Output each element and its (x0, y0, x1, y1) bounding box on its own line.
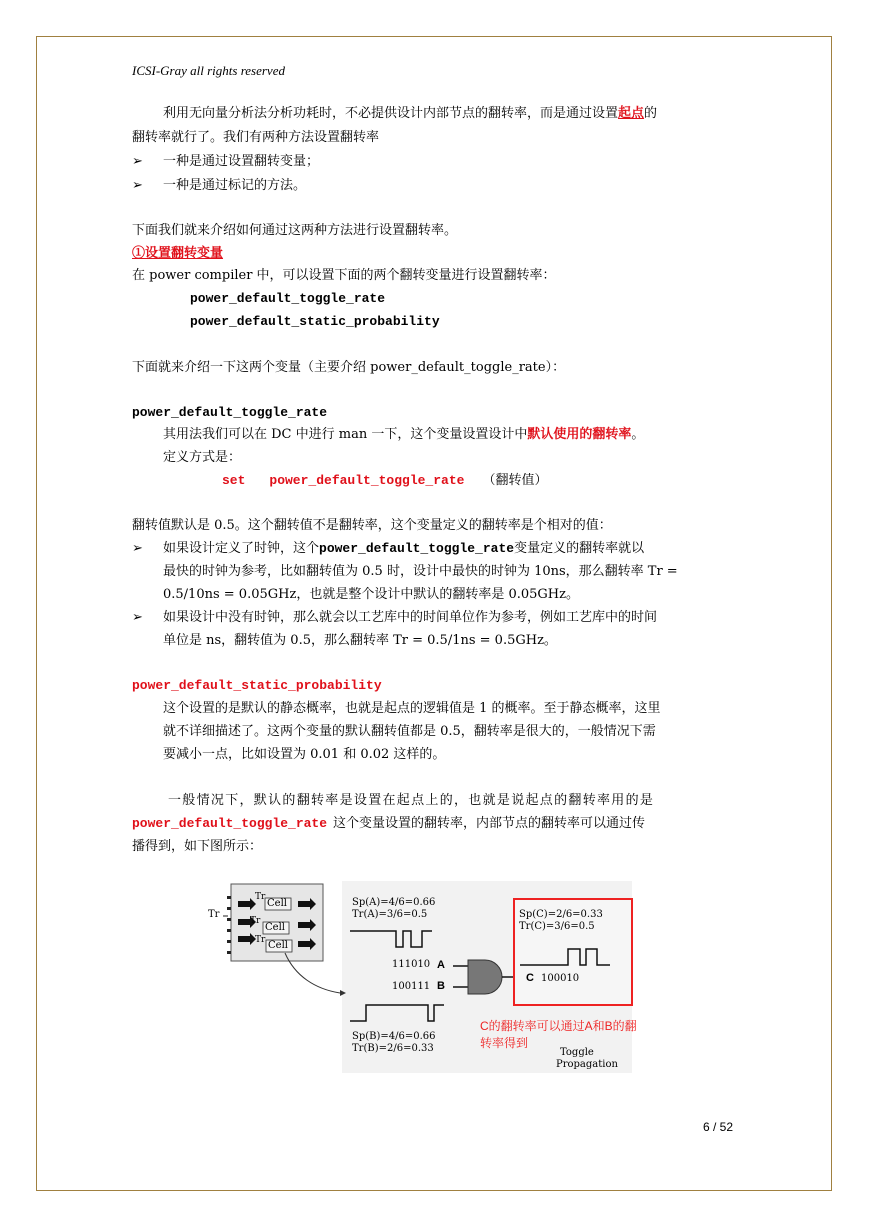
closing-line-3: 播得到，如下图所示： (132, 839, 263, 854)
section-intro: 下面我们就来介绍如何通过这两种方法进行设置翻转率。 (132, 223, 458, 238)
fig-cell: Cell (267, 898, 287, 909)
toggle-propagation-figure (200, 881, 637, 1076)
var1-heading: power_default_toggle_rate (132, 405, 328, 420)
arrow-bullet-icon: ➢ (132, 541, 143, 556)
fig-pinB: B (437, 980, 445, 992)
highlight-start-point: 起点 (618, 106, 645, 121)
page-header: ICSI-Gray all rights reserved (132, 63, 285, 78)
fig-pinC: C (526, 972, 534, 984)
var2-line: 就不详细描述了。这两个变量的默认翻转值都是 0.5，翻转率是很大的，一般情况下需 (163, 724, 656, 739)
intro-line-2: 翻转率就行了。我们有两种方法设置翻转率 (132, 130, 380, 145)
fig-spC: Sp(C)=2/6=0.33 (519, 909, 603, 920)
page-number: 6 / 52 (703, 1120, 734, 1134)
var2-line: 要减小一点，比如设置为 0.01 和 0.02 这样的。 (163, 747, 446, 762)
fig-note: C的翻转率可以通过A和B的翻 (480, 1019, 637, 1033)
fig-spA: Sp(A)=4/6=0.66 (352, 897, 436, 908)
var2-heading: power_default_static_probability (132, 678, 382, 693)
fig-cell: Cell (265, 922, 285, 933)
fig-cell-prefix: Tr (250, 916, 261, 926)
fig-pinA: A (437, 959, 445, 971)
fig-seqB: 100111 (392, 981, 431, 992)
bullet-continuation: 单位是 ns，翻转值为 0.5，那么翻转率 Tr = 0.5/1ns = 0.5GHz。 (163, 633, 557, 648)
power-compiler-line: 在 power compiler 中，可以设置下面的两个翻转变量进行设置翻转率： (132, 268, 556, 283)
fig-trB: Tr(B)=2/6=0.33 (352, 1043, 434, 1054)
fig-caption: Toggle (560, 1047, 594, 1058)
intro-line-1: 利用无向量分析法分析功耗时，不必提供设计内部节点的翻转率，而是通过设置起点的 (163, 106, 658, 121)
fig-cell-prefix: Tr (255, 935, 266, 945)
arrow-bullet-icon: ➢ (132, 610, 143, 625)
variable-name: power_default_static_probability (190, 314, 440, 329)
bullet-continuation: 0.5/10ns = 0.05GHz，也就是整个设计中默认的翻转率是 0.05GHz。 (163, 587, 579, 602)
bullet-continuation: 最快的时钟为参考，比如翻转值为 0.5 时，设计中最快的时钟为 10ns，那么翻转率 Tr = (163, 564, 678, 579)
fig-seqA: 111010 (392, 959, 431, 970)
var1-desc: 其用法我们可以在 DC 中进行 man 一下，这个变量设置设计中默认使用的翻转率。 (163, 427, 645, 442)
section-title: ①设置翻转变量 (132, 246, 224, 261)
fig-trA: Tr(A)=3/6=0.5 (352, 909, 428, 920)
intro-vars: 下面就来介绍一下这两个变量（主要介绍 power_default_toggle_rate）： (132, 360, 566, 375)
fig-cell: Cell (268, 940, 288, 951)
fig-note: 转率得到 (480, 1036, 529, 1050)
fig-tr-label: Tr (208, 909, 220, 920)
variable-name: power_default_toggle_rate (190, 291, 386, 306)
arrow-bullet-icon: ➢ (132, 154, 143, 169)
fig-spB: Sp(B)=4/6=0.66 (352, 1031, 436, 1042)
fig-cell-prefix: Tr (255, 892, 266, 902)
fig-trC: Tr(C)=3/6=0.5 (519, 921, 595, 932)
fig-seqC: 100010 (541, 973, 580, 984)
bullet-item: ➢ 一种是通过标记的方法。 (132, 178, 307, 193)
var1-command: set power_default_toggle_rate （翻转值） (222, 473, 548, 488)
bullet-item: ➢ 一种是通过设置翻转变量； (132, 154, 320, 169)
var1-def-label: 定义方式是： (163, 450, 242, 465)
fig-caption: Propagation (556, 1059, 618, 1070)
arrow-bullet-icon: ➢ (132, 178, 143, 193)
var2-line: 这个设置的是默认的静态概率，也就是起点的逻辑值是 1 的概率。至于静态概率，这里 (163, 701, 661, 716)
var1-default-line: 翻转值默认是 0.5。这个翻转值不是翻转率，这个变量定义的翻转率是个相对的值： (132, 518, 612, 533)
closing-line-1: 一般情况下，默认的翻转率是设置在起点上的，也就是说起点的翻转率用的是 (168, 793, 655, 808)
bullet-item: ➢ 如果设计中没有时钟，那么就会以工艺库中的时间单位作为参考，例如工艺库中的时间 (132, 610, 658, 625)
bullet-item: ➢ 如果设计定义了时钟，这个power_default_toggle_rate变量定义的翻转率就以 (132, 541, 645, 556)
closing-line-2: power_default_toggle_rate 这个变量设置的翻转率，内部节点的翻转率可以通过传 (132, 816, 646, 831)
